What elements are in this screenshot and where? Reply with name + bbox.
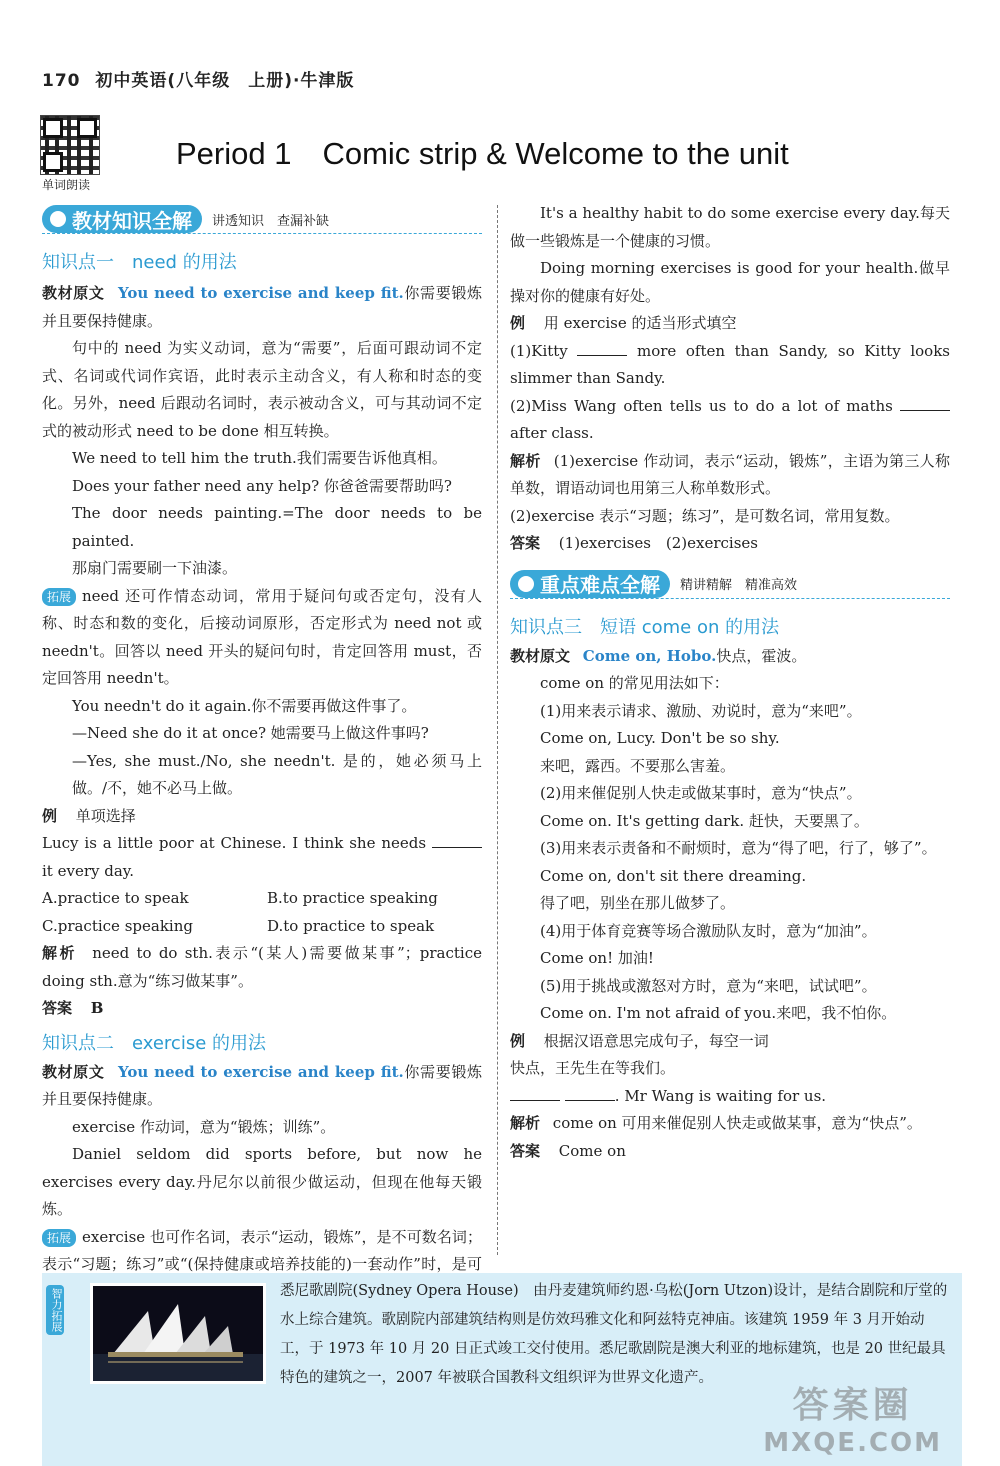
usage-item: (2)用来催促别人快走或做某事时，意为“快点”。: [540, 784, 862, 802]
example-sentence: It's a healthy habit to do some exercise every day.每天做一些锻炼是一个健康的习惯。: [510, 204, 950, 250]
option-b: B.to practice speaking: [267, 889, 438, 907]
answer-blank: [432, 847, 482, 848]
bulb-icon: [50, 211, 66, 227]
option-a: A.practice to speak: [42, 889, 189, 907]
answer-blank: [510, 1100, 560, 1101]
knowledge-point-2-title: 知识点二 exercise 的用法: [42, 1032, 267, 1054]
example-sentence: —Yes, she must./No, she needn't. 是的，她必须马上做。/不，她不必马上做。: [72, 751, 482, 797]
question: . Mr Wang is waiting for us.: [510, 1083, 950, 1111]
usage-example: Come on. I'm not afraid of you.来吧，我不怕你。: [540, 1004, 897, 1022]
section-banner: [510, 570, 950, 599]
explanation: 句中的 need 为实义动词，意为“需要”，后面可跟动词不定式、名词或代词作宾语，此时表示主动含义，有人称和时态的变化。另外，need 后跟动名词时，表示被动含义，可与其动词不定式的被动形式 need to be done 相互转换。: [42, 339, 482, 440]
answer: 答案 B: [42, 999, 104, 1017]
extension: 拓展 need 还可作情态动词，常用于疑问句或否定句，没有人称、时态和数的变化，后接动词原形，否定形式为 need not 或 needn't。回答以 need 开头的疑问句时，肯定回答用 must，否定回答用 needn't。: [42, 586, 482, 687]
example-sentence: We need to tell him the truth.我们需要告诉他真相。: [72, 449, 447, 467]
original-text: 教材原文 Come on, Hobo.快点，霍波。: [510, 646, 807, 665]
bulb-icon: [518, 576, 534, 592]
usage-intro: come on 的常见用法如下：: [540, 674, 729, 692]
usage-item: (4)用于体育竞赛等场合激励队友时，意为“加油”。: [540, 921, 877, 940]
exercise-heading: 例 根据汉语意思完成句子，每空一词: [510, 1031, 769, 1050]
question: (2)Miss Wang often tells us to do a lot of maths after class.: [510, 393, 950, 448]
usage-example: Come on, Lucy. Don't be so shy.: [540, 729, 780, 747]
option-d: D.to practice to speak: [267, 916, 435, 935]
answer-blank: [577, 355, 627, 356]
example-sentence: —Need she do it at once? 她需要马上做这件事吗?: [72, 724, 429, 742]
right-column: [510, 200, 950, 1165]
usage-item: (3)用来表示责备和不耐烦时，意为“得了吧，行了，够了”。: [540, 839, 937, 857]
book-title: 初中英语(八年级 上册)·牛津版: [95, 71, 355, 91]
usage-translation: 得了吧，别坐在那儿做梦了。: [540, 894, 736, 912]
footer-text: 悉尼歌剧院(Sydney Opera House) 由丹麦建筑师约恩·乌松(Jorn Utzon)设计，是结合剧院和厅堂的水上综合建筑。歌剧院内部建筑结构则是仿效玛雅文化和阿兹特克神庙。该建筑 1959 年 3 月开始动工，于 1973 年 10 月 20 日正式竣工交付使用。悉尼歌剧院是澳大利亚的地标建筑，也是 20 世纪最具特色的建筑之一，2007 年被联合国教科文组织评为世界文化遗产。: [280, 1283, 948, 1386]
usage-item: (1)用来表示请求、激励、劝说时，意为“来吧”。: [540, 701, 862, 720]
extension: 拓展 exercise 也可作名词，表示“运动，锻炼”，是不可数名词；表示“习题；练习”或“(保持健康或培养技能的)一套动作”时，是可: [42, 1227, 482, 1273]
example-sentence: Does your father need any help? 你爸爸需要帮助吗?: [72, 476, 452, 495]
answer: 答案 (1)exercises (2)exercises: [510, 534, 759, 552]
question: (1)Kitty more often than Sandy, so Kitty looks slimmer than Sandy.: [510, 341, 950, 387]
banner-title: 重点难点全解: [540, 573, 660, 597]
banner-title: 教材知识全解: [72, 208, 192, 233]
usage-translation: 来吧，露西。不要那么害羞。: [540, 756, 736, 775]
exercise-prompt: 快点，王先生在等我们。: [510, 1059, 676, 1077]
answer-blank: [900, 410, 950, 411]
side-label: 智力拓展: [46, 1285, 64, 1335]
banner-subtitle: 讲透知识 查漏补缺: [212, 213, 330, 229]
opera-house-image: [93, 1286, 263, 1381]
usage-example: Come on, don't sit there dreaming.: [540, 866, 807, 885]
answer-blank: [565, 1100, 615, 1101]
usage-example: Come on! 加油!: [540, 949, 654, 967]
extension-badge: 拓展: [42, 588, 76, 606]
example-sentence: Doing morning exercises is good for your health.做早操对你的健康有好处。: [510, 259, 950, 305]
options-row: [42, 885, 482, 913]
usage-example: Come on. It's getting dark. 赶快，天要黑了。: [540, 811, 869, 830]
example-sentence: The door needs painting.=The door needs to be painted.: [72, 504, 482, 550]
exercise-heading: 例 用 exercise 的适当形式填空: [510, 314, 737, 332]
page-header: [42, 66, 354, 91]
analysis: (2)exercise 表示“习题；练习”，是可数名词，常用复数。: [510, 506, 900, 525]
analysis: 解析 come on 可用来催促别人快走或做某事，意为“快点”。: [510, 1114, 922, 1132]
exercise-heading: 例 单项选择: [42, 806, 136, 825]
options-row: [42, 913, 482, 941]
page-title: Period 1 Comic strip & Welcome to the unit: [176, 136, 789, 171]
question: Lucy is a little poor at Chinese. I think she needs it every day.: [42, 830, 482, 885]
column-divider: [497, 205, 498, 1255]
original-text: 教材原文 You need to exercise and keep fit.你需要锻炼并且要保持健康。: [42, 284, 482, 330]
answer: 答案 Come on: [510, 1141, 626, 1160]
original-text: 教材原文 You need to exercise and keep fit.你需要锻炼并且要保持健康。: [42, 1062, 482, 1108]
section-banner: [42, 205, 482, 234]
footer-panel: [42, 1273, 962, 1466]
extension-badge: 拓展: [42, 1229, 76, 1247]
example-sentence: Daniel seldom did sports before, but now he exercises every day.丹尼尔以前很少做运动，但现在他每天锻炼。: [42, 1145, 482, 1218]
knowledge-point-3-title: 知识点三 短语 come on 的用法: [510, 616, 780, 638]
analysis: 解析 (1)exercise 作动词，表示“运动，锻炼”，主语为第三人称单数，谓语动词也用第三人称单数形式。: [510, 451, 950, 497]
page-number: 170: [42, 71, 81, 91]
explanation: exercise 作动词，意为“锻炼；训练”。: [72, 1117, 336, 1136]
watermark: 答案圈 MXQE.COM: [763, 1385, 942, 1458]
analysis: 解析 need to do sth.表示“(某人)需要做某事”；practice doing sth.意为“练习做某事”。: [42, 944, 482, 990]
knowledge-point-1-title: 知识点一 need 的用法: [42, 252, 237, 273]
left-column: [42, 205, 482, 1306]
opera-house-photo: [90, 1283, 266, 1384]
example-translation: 那扇门需要刷一下油漆。: [72, 559, 238, 577]
option-c: C.practice speaking: [42, 916, 193, 935]
qr-code-icon[interactable]: [40, 115, 100, 175]
qr-label: 单词朗读: [42, 178, 91, 192]
example-sentence: You needn't do it again.你不需要再做这件事了。: [72, 696, 417, 715]
banner-subtitle: 精讲精解 精准高效: [680, 578, 798, 593]
usage-item: (5)用于挑战或激怒对方时，意为“来吧，试试吧”。: [540, 976, 877, 995]
